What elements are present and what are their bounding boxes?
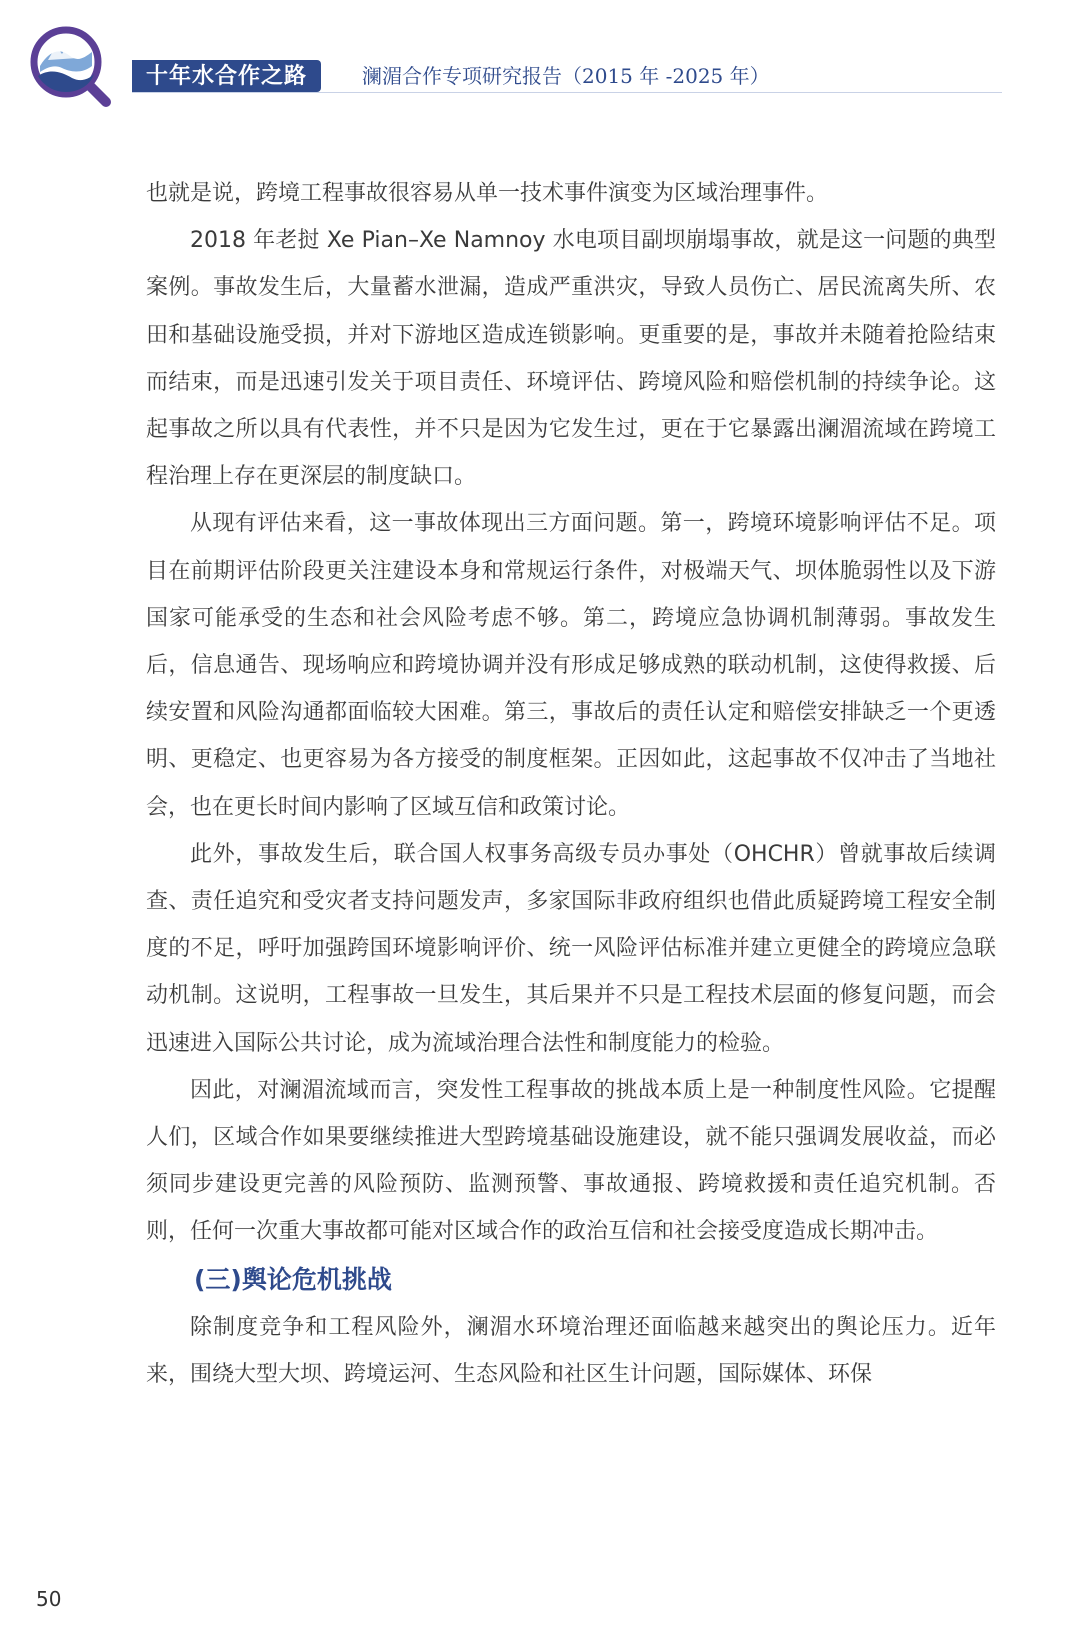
- page-header: [0, 0, 1080, 120]
- series-title: 十年水合作之路: [132, 60, 321, 92]
- body-paragraph: 除制度竞争和工程风险外，澜湄水环境治理还面临越来越突出的舆论压力。近年来，围绕大型大坝、跨境运河、生态风险和社区生计问题，国际媒体、环保: [146, 1314, 996, 1387]
- body-paragraph: 2018 年老挝 Xe Pian–Xe Namnoy 水电项目副坝崩塌事故，就是这一问题的典型案例。事故发生后，大量蓄水泄漏，造成严重洪灾，导致人员伤亡、居民流离失所、农田和基础设施受损，并对下游地区造成连锁影响。更重要的是，事故并未随着抢险结束而结束，而是迅速引发关于项目责任、环境评估、跨境风险和赔偿机制的持续争论。这起事故之所以具有代表性，并不只是因为它发生过，更在于它暴露出澜湄流域在跨境工程治理上存在更深层的制度缺口。: [146, 228, 996, 490]
- body-paragraph: 此外，事故发生后，联合国人权事务高级专员办事处（OHCHR）曾就事故后续调查、责任追究和受灾者支持问题发声，多家国际非政府组织也借此质疑跨境工程安全制度的不足，呼吁加强跨国环境影响评价、统一风险评估标准并建立更健全的跨境应急联动机制。这说明，工程事故一旦发生，其后果并不只是工程技术层面的修复问题，而会迅速进入国际公共讨论，成为流域治理合法性和制度能力的检验。: [146, 841, 996, 1056]
- report-title: 澜湄合作专项研究报告（2015 年 -2025 年）: [362, 64, 770, 88]
- header-divider: [132, 92, 1002, 93]
- page-body: [146, 170, 996, 1398]
- body-paragraph: 也就是说，跨境工程事故很容易从单一技术事件演变为区域治理事件。: [146, 181, 829, 206]
- magnifier-river-icon: [26, 22, 114, 110]
- body-paragraph: 从现有评估来看，这一事故体现出三方面问题。第一，跨境环境影响评估不足。项目在前期评估阶段更关注建设本身和常规运行条件，对极端天气、坝体脆弱性以及下游国家可能承受的生态和社会风险考虑不够。第二，跨境应急协调机制薄弱。事故发生后，信息通告、现场响应和跨境协调并没有形成足够成熟的联动机制，这使得救援、后续安置和风险沟通都面临较大困难。第三，事故后的责任认定和赔偿安排缺乏一个更透明、更稳定、也更容易为各方接受的制度框架。正因如此，这起事故不仅冲击了当地社会，也在更长时间内影响了区域互信和政策讨论。: [146, 511, 996, 820]
- section-heading: (三)舆论危机挑战: [194, 1264, 392, 1294]
- page-number: 50: [36, 1587, 62, 1611]
- body-paragraph: 因此，对澜湄流域而言，突发性工程事故的挑战本质上是一种制度性风险。它提醒人们，区域合作如果要继续推进大型跨境基础设施建设，就不能只强调发展收益，而必须同步建设更完善的风险预防、监测预警、事故通报、跨境救援和责任追究机制。否则，任何一次重大事故都可能对区域合作的政治互信和社会接受度造成长期冲击。: [146, 1077, 996, 1245]
